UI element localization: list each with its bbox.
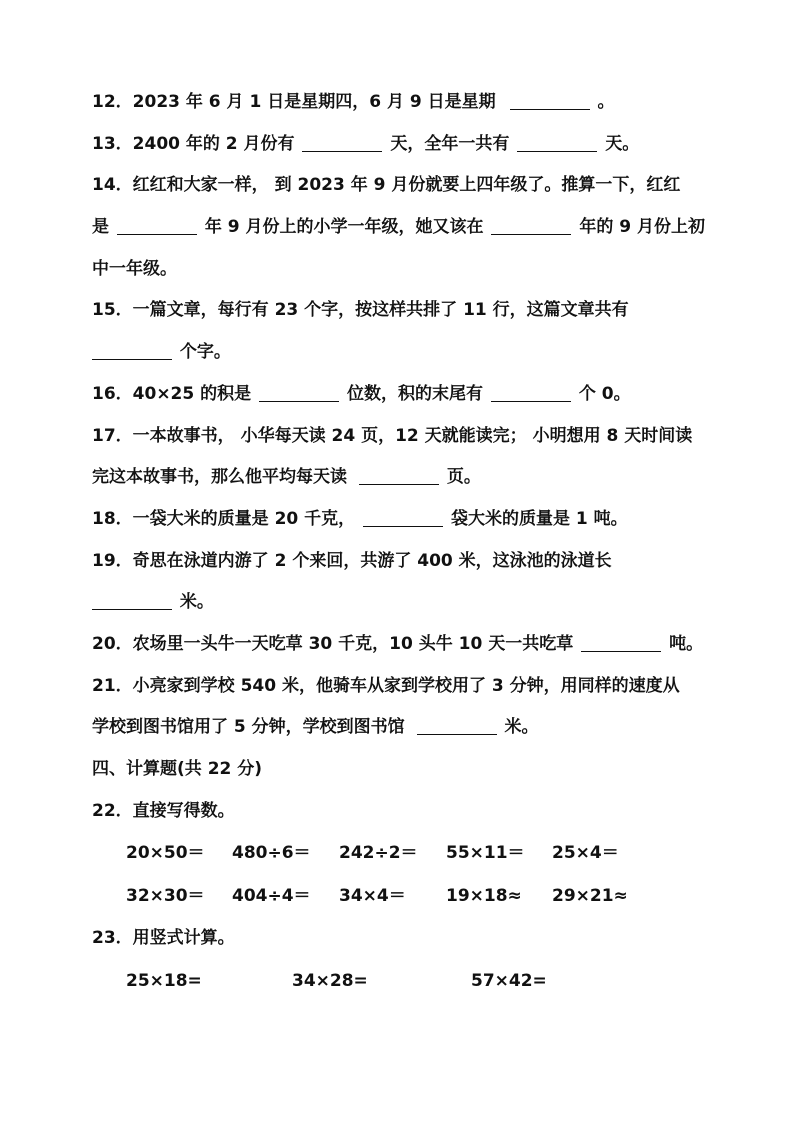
math-item: 29×21≈ [552, 886, 628, 907]
question-19-line1: 19．奇思在泳道内游了 2 个来回，共游了 400 米，这泳池的泳道长 [92, 550, 612, 571]
mental-math-row-1 [92, 832, 712, 875]
question-15-line2: 个字。 [92, 332, 712, 374]
math-item: 55×11＝ [446, 843, 525, 864]
math-item: 34×4＝ [339, 886, 406, 907]
question-12: 12．2023 年 6 月 1 日是星期四，6 月 9 日是星期 。 [92, 92, 615, 112]
question-17-line2: 完这本故事书，那么他平均每天读 页。 [92, 467, 481, 488]
answer-blank[interactable] [517, 150, 597, 152]
question-17-line1: 17．一本故事书， 小华每天读 24 页，12 天就能读完； 小明想用 8 天时间读 [92, 425, 693, 446]
vertical-calc-row [92, 960, 712, 1003]
answer-blank[interactable] [117, 233, 197, 235]
question-15-line1: 15．一篇文章，每行有 23 个字，按这样共排了 11 行，这篇文章共有 [92, 300, 629, 321]
calc-item: 25×18= [126, 971, 202, 992]
section-title: 四、计算题(共 22 分) [92, 759, 263, 779]
answer-blank[interactable] [581, 650, 661, 652]
math-item: 25×4＝ [552, 843, 619, 864]
worksheet [92, 82, 712, 1003]
question-22-title: 22．直接写得数。 [92, 800, 235, 821]
math-item: 404÷4＝ [232, 886, 311, 907]
question-18: 18．一袋大米的质量是 20 千克， 袋大米的质量是 1 吨。 [92, 508, 628, 529]
question-14-line1: 14．红红和大家一样， 到 2023 年 9 月份就要上四年级了。推算一下，红红 [92, 175, 681, 196]
question-21-line1: 21．小亮家到学校 540 米，他骑车从家到学校用了 3 分钟，用同样的速度从 [92, 675, 680, 696]
answer-blank[interactable] [302, 150, 382, 152]
answer-blank[interactable] [359, 483, 439, 485]
math-item: 19×18≈ [446, 886, 522, 907]
answer-blank[interactable] [259, 400, 339, 402]
answer-blank[interactable] [491, 400, 571, 402]
question-13: 13．2400 年的 2 月份有 天，全年一共有 天。 [92, 133, 640, 154]
mental-math-row-2 [92, 875, 712, 918]
answer-blank[interactable] [92, 358, 172, 360]
question-14-line2: 是 年 9 月份上的小学一年级，她又该在 年的 9 月份上初 [92, 217, 706, 238]
calc-item: 34×28= [292, 971, 368, 992]
math-item: 20×50＝ [126, 843, 205, 864]
answer-blank[interactable] [510, 108, 590, 110]
math-item: 242÷2＝ [339, 843, 418, 864]
answer-blank[interactable] [92, 608, 172, 610]
answer-blank[interactable] [417, 733, 497, 735]
question-23-title: 23．用竖式计算。 [92, 928, 235, 949]
question-21-line2: 学校到图书馆用了 5 分钟，学校到图书馆 米。 [92, 717, 539, 738]
answer-blank[interactable] [491, 233, 571, 235]
question-16: 16．40×25 的积是 位数，积的末尾有 个 0。 [92, 383, 631, 404]
question-20: 20．农场里一头牛一天吃草 30 千克，10 头牛 10 天一共吃草 吨。 [92, 633, 704, 654]
math-item: 32×30＝ [126, 886, 205, 907]
question-19-line2: 米。 [92, 582, 712, 624]
math-item: 480÷6＝ [232, 843, 311, 864]
question-14-line3: 中一年级。 [92, 258, 177, 279]
calc-item: 57×42= [471, 971, 547, 992]
answer-blank[interactable] [363, 525, 443, 527]
